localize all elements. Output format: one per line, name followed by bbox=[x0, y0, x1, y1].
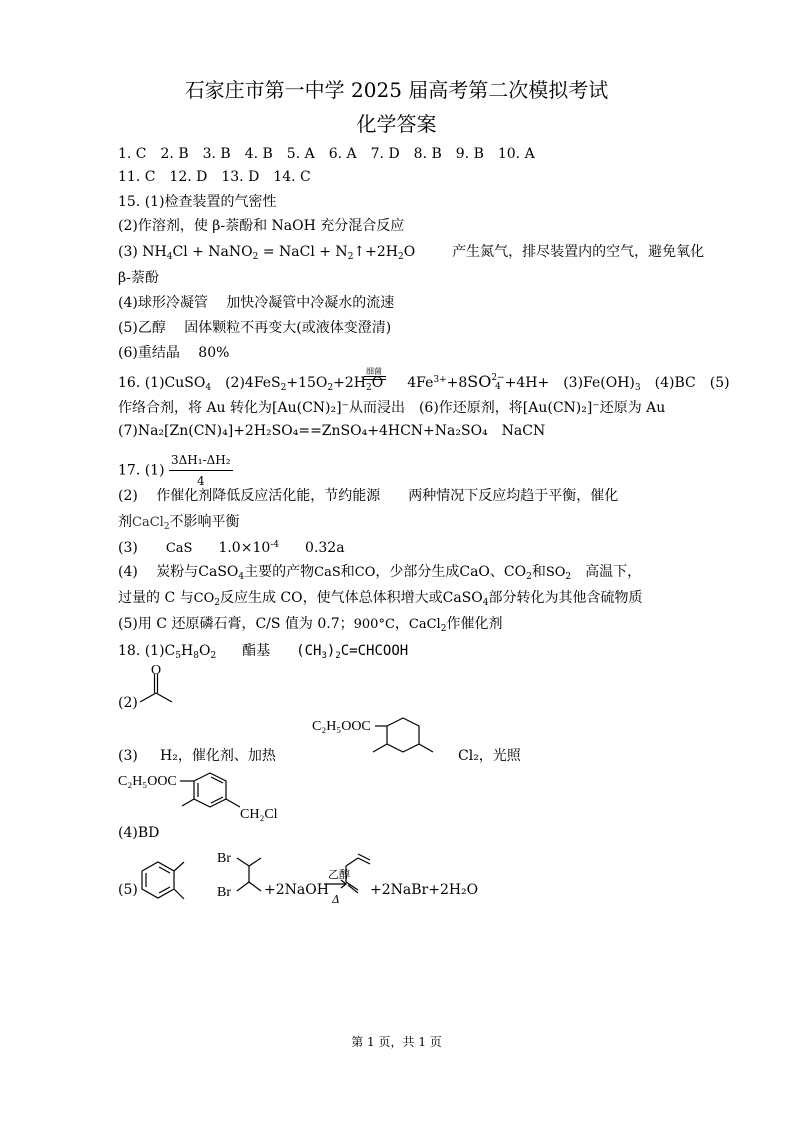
q17-part2a: (2) 作催化剂降低反应活化能，节约能源 两种情况下反应均趋于平衡，催化 bbox=[118, 488, 619, 504]
q17-p3-exp: -4 bbox=[270, 540, 280, 550]
q15-part3: (3) $NH_4Cl$ + NaNO$_2$ = NaCl + $N_2↑+2H_2O$ 产生氮气，排尽装置内的空气，避免氧化 bbox=[118, 244, 705, 262]
q17-p3-result: 0.32a bbox=[305, 540, 345, 556]
page-footer: 第 1 页，共 1 页 bbox=[351, 1035, 442, 1049]
q18-part1: 18. $(1)C_5H_8O_2$ 酯基 $(CH_3)_2C=CHCOOH$ bbox=[118, 643, 409, 661]
q15-part1: 15. (1)检查装置的气密性 bbox=[118, 194, 277, 210]
q15-part4: (4)球形冷凝管 加快冷凝管中冷凝水的流速 bbox=[118, 295, 395, 311]
ester-group-label-2: C₂H₅OOC bbox=[118, 774, 177, 789]
q17-p4b-mid: 反应生成 CO，使气体总体积增大或 bbox=[219, 590, 443, 606]
br-label-1: Br bbox=[217, 851, 231, 866]
q17-p4b-post: 部分转化为其他含硫物质 bbox=[488, 590, 643, 606]
mc-answers-line1: 1. C 2. B 3. B 4. B 5. A 6. A 7. D 8. B 9. B 10. A bbox=[118, 146, 535, 162]
q17-p4a-and: 和 bbox=[340, 564, 355, 580]
q18-part3-label: (3) bbox=[118, 748, 138, 764]
q18-p1-group: 酯基 bbox=[242, 643, 271, 659]
q18-p5-condition: 乙醇 bbox=[328, 868, 350, 881]
q17-p2b-pre: 剂 bbox=[118, 514, 132, 530]
q16-line2: 作络合剂，将 Au 转化为[Au(CN)₂]⁻从而浸出 (6)作还原剂，将[Au(CN)₂]⁻还原为 Au bbox=[118, 400, 666, 416]
q17-part5: (5)用 C 还原磷石膏，C/S 值为 0.7；900°C，CaCl$_2$作催化剂 bbox=[118, 616, 503, 634]
q15-part5: (5)乙醇 固体颗粒不再变大(或液体变澄清) bbox=[118, 320, 392, 336]
q17-p5-pre: (5)用 C 还原磷石膏，C/S 值为 0.7； bbox=[118, 616, 354, 632]
q16-line3: (7)Na₂[Zn(CN)₄]+2H₂SO₄==ZnSO₄+4HCN+Na₂SO₄ NaCN bbox=[118, 423, 546, 439]
q18-part3-reagent1: H₂，催化剂、加热 bbox=[160, 748, 276, 764]
q17-part1 bbox=[118, 450, 233, 491]
q17-p3-label: (3) bbox=[118, 540, 138, 556]
ch2cl-label: CH₂Cl bbox=[240, 807, 278, 822]
q15-part3-cont: β-萘酚 bbox=[118, 270, 159, 286]
q15-part3-text: 产生氮气，排尽装置内的空气，避免氧化 bbox=[452, 244, 705, 260]
br-label-2: Br bbox=[217, 885, 231, 900]
q17-fraction bbox=[169, 450, 233, 491]
q15-part6: (6)重结晶 80% bbox=[118, 345, 230, 361]
q16-line1: 16. (1)CuSO$_4$ $(2)4FeS_2+15O_2+2H_2O$ $4Fe^{3+}+8SO2-$ 4 +4H+ $(3)Fe(OH)_3$ (4)BC (5) bbox=[118, 372, 730, 393]
q17-p5-post: 作催化剂 bbox=[446, 616, 503, 632]
oxygen-atom-label: O bbox=[151, 663, 162, 678]
benzyl-chloride-ester-structure bbox=[118, 768, 298, 828]
page-title: 石家庄市第一中学 2025 届高考第二次模拟考试 bbox=[184, 78, 609, 102]
q18-part4: (4)BD bbox=[118, 825, 160, 841]
q18-part2-label: (2) bbox=[118, 695, 138, 711]
q17-part4a: (4) 炭粉与CaSO$_4$主要的产物CaS和CO，少部分生成CaO、$CO_2$和$SO_2$ 高温下， bbox=[118, 564, 642, 582]
o-xylene-structure bbox=[138, 857, 188, 907]
q15-part2: (2)作溶剂，使 β-萘酚和 NaOH 充分混合反应 bbox=[118, 218, 405, 234]
q17-label: 17. (1) bbox=[118, 462, 165, 479]
q17-p5-temp: 900°C bbox=[353, 617, 395, 632]
q17-p2b-post: 不影响平衡 bbox=[169, 514, 240, 530]
q18-p5-delta: Δ bbox=[332, 893, 340, 906]
q18-p5-products: +2NaBr+2H₂O bbox=[370, 882, 479, 898]
q17-frac-den: 4 bbox=[196, 474, 205, 488]
ester-group-label: C₂H₅OOC bbox=[312, 719, 371, 734]
q17-p4a-mid: 主要的产物 bbox=[244, 564, 315, 580]
q18-part3-reagent2: Cl₂，光照 bbox=[458, 748, 521, 764]
q17-p3-cas: CaS bbox=[165, 541, 193, 556]
q17-part4b: 过量的 C 与$CO_2$反应生成 CO，使气体总体积增大或CaSO$_4$部分转化为其他含硫物质 bbox=[118, 590, 643, 608]
q18-part5-label: (5) bbox=[118, 882, 138, 898]
q18-p5-naoh: +2NaOH bbox=[264, 882, 329, 898]
mc-answers-line2: 11. C 12. D 13. D 14. C bbox=[118, 169, 311, 185]
q17-part2b: 剂CaCl$_2$不影响平衡 bbox=[118, 514, 240, 532]
acetone-structure bbox=[136, 663, 186, 708]
q18-p1-label: 18. (1) bbox=[118, 643, 165, 659]
page-subtitle: 化学答案 bbox=[356, 112, 437, 136]
q15-part3-prefix: (3) NH bbox=[118, 244, 167, 260]
q16-line1-start: 16. (1)CuSO bbox=[118, 375, 206, 391]
q17-p4a-pre: (4) 炭粉与 bbox=[118, 564, 199, 580]
q16-condition: 细菌 bbox=[366, 367, 382, 376]
q17-p4a-end: 高温下， bbox=[571, 564, 642, 580]
q17-frac-num: 3ΔH₁-ΔH₂ bbox=[169, 450, 233, 471]
q17-p4a-post: ，少部分生成 bbox=[375, 564, 460, 580]
q17-part3 bbox=[118, 538, 345, 559]
q17-p4a-and2: 和 bbox=[531, 564, 546, 580]
q17-p3-value: 1.0×10 bbox=[218, 540, 271, 556]
q17-p4b-pre: 过量的 C 与 bbox=[118, 590, 194, 606]
cyclohexane-ester-structure bbox=[312, 712, 442, 772]
